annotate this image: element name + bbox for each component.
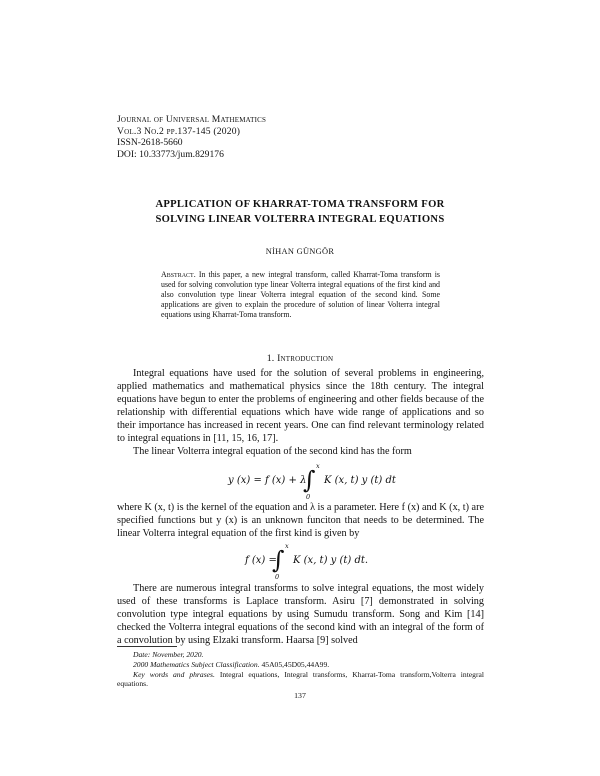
abstract-text: In this paper, a new integral transform, called Kharrat-Toma transform is used for solving convolution type linear Volterra integral equations of the first kind and also convolution type linear Volterra integral equation of the second kind. Some applications are given to explain the procedure of solution of linear Volterra integral equations using Kharrat-Toma transform. [161,270,440,320]
abstract-label: Abstract. [161,270,196,279]
keywords-label: Key words and phrases. [133,669,215,679]
abstract [161,270,440,320]
eq1-integral-sign: ∫ [303,466,316,494]
msc-label: 2000 Mathematics Subject Classification. [133,659,260,669]
eq1-left: y (x) = f (x) + λ [228,475,307,486]
doi: DOI: 10.33773/jum.829176 [117,148,224,160]
eq1-upper-limit: x [316,462,320,470]
paper-title [100,197,500,227]
footnotes [117,650,484,689]
volume-info: Vol.3 No.2 pp.137-145 (2020) [117,125,241,137]
page-number: 137 [294,691,306,700]
title-line-1: APPLICATION OF KHARRAT-TOMA TRANSFORM FOR [155,199,445,210]
paragraph-4: There are numerous integral transforms to solve integral equations, the most widely used of these transforms is Laplace transform. Asiru [7] demonstrated in solving convolution type integral equations by using Sumudu transform. Song and Kim [14] checked the Volterra integral equations of the second kind with an integral of the form of a convolution by using Elzaki transform. Haarsa [9] solved [117,583,484,646]
footnote-rule [117,646,177,647]
eq2-upper-limit: x [285,542,289,550]
eq2-right: K (x, t) y (t) dt. [293,555,369,566]
issn: ISSN-2618-5660 [117,137,183,149]
eq1-lower-limit: 0 [306,493,311,501]
footnote-date: Date: November, 2020. [133,650,204,659]
msc-codes: 45A05,45D05,44A99. [261,659,330,669]
title-line-2: SOLVING LINEAR VOLTERRA INTEGRAL EQUATIONS [155,214,445,225]
eq2-integral-sign: ∫ [272,546,285,574]
journal-name: Journal of Universal Mathematics [117,114,267,125]
paragraph-3: where K (x, t) is the kernel of the equation and λ is a parameter. Here f (x) and K (x, t) are specified functions but y (x) is an unknown funciton that needs to be determined. The linear Volterra integral equation of the first kind is given by [117,502,484,539]
eq1-right: K (x, t) y (t) dt [324,475,396,486]
journal-header [117,114,266,160]
eq2-lower-limit: 0 [275,573,280,581]
paragraph-1: Integral equations have used for the solution of several problems in engineering, applied mathematics and mathematical physics since the 18th century. The integral equations have begun to enter the problems of engineering and other fields because of the relationship with differential equations which have wide range of applications and so their importance has increased in recent years. One can find relevant terminology related to integral equations in [11, 15, 16, 17]. [117,368,484,444]
section-heading: 1. Introduction [266,353,334,364]
eq2-left: f (x) = [245,555,277,566]
author-name: NİHAN GÜNGÖR [265,247,335,256]
paragraph-2: The linear Volterra integral equation of the second kind has the form [133,446,412,457]
keywords: Integral equations, Integral transforms, Kharrat-Toma transform,Volterra integral equations. [117,669,484,689]
